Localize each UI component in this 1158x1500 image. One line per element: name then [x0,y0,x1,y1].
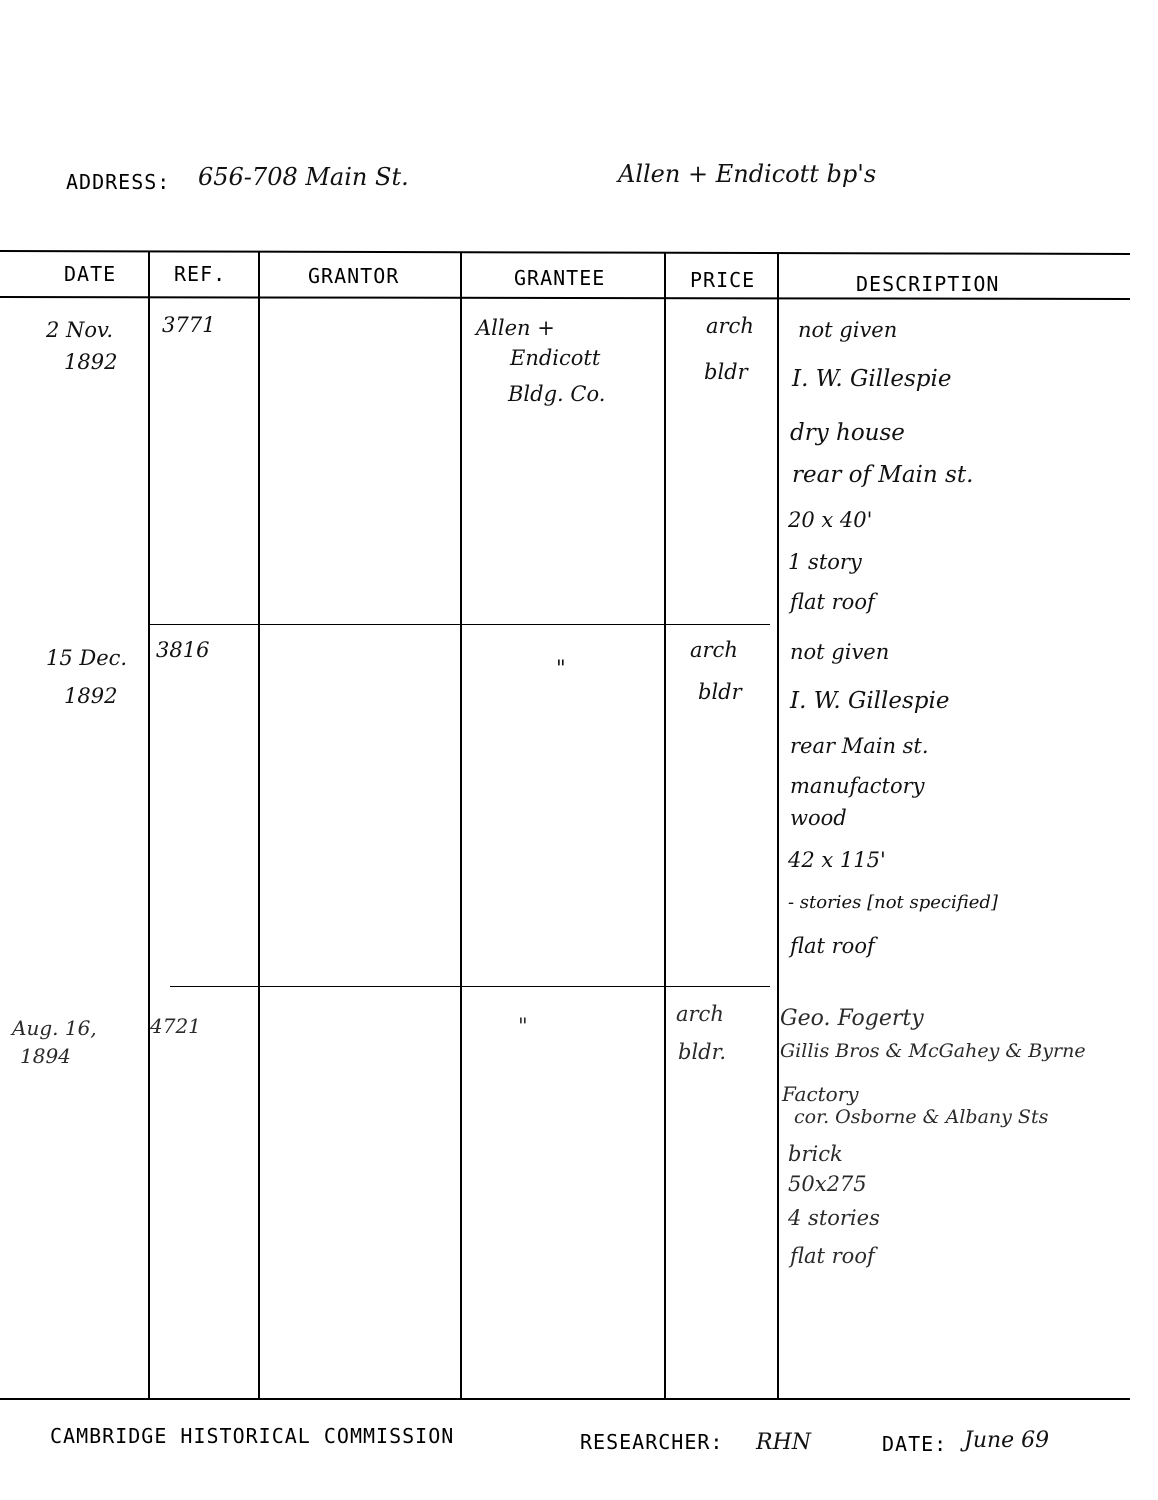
column-header-ref: REF. [174,262,227,286]
row1-date-line2: 1892 [64,350,118,374]
footer-researcher-value: RHN [756,1430,811,1455]
row3-description-6: 50x275 [788,1172,867,1196]
footer-date-value: June 69 [964,1428,1050,1453]
row2-description-8: flat roof [790,934,875,958]
row1-description-5: 20 x 40' [788,508,873,532]
column-header-date: DATE [64,262,117,286]
row3-description-5: brick [788,1142,843,1166]
column-header-grantor: GRANTOR [308,264,400,288]
row3-description-1: Geo. Fogerty [780,1006,924,1031]
footer-researcher-label: RESEARCHER: [580,1430,724,1454]
row3-price-line1: arch [676,1002,724,1026]
address-label: ADDRESS: [66,170,171,194]
row1-description-7: flat roof [790,590,875,614]
table-bottom-border [0,1398,1130,1400]
row3-description-3: Factory [782,1082,859,1106]
row3-date-line1: Aug. 16, [12,1016,97,1040]
row1-date-line1: 2 Nov. [46,318,114,342]
row3-date-line2: 1894 [20,1044,71,1068]
row2-grantee: " [556,656,566,680]
footer-date-label: DATE: [882,1432,948,1456]
row2-date-line1: 15 Dec. [46,646,128,670]
col-divider-1 [148,252,150,1398]
table-top-border [0,250,1130,255]
row2-date-line2: 1892 [64,684,118,708]
header-bottom-border [0,296,1130,300]
row1-price-line1: arch [706,314,754,338]
row2-description-2: I. W. Gillespie [790,688,950,714]
row2-description-6: 42 x 115' [788,848,886,872]
row2-description-3: rear Main st. [790,734,929,758]
row2-price-line1: arch [690,638,738,662]
row3-price-line2: bldr. [678,1040,727,1064]
row2-description-5: wood [790,806,847,830]
row1-description-1: not given [798,318,898,342]
footer-organization: CAMBRIDGE HISTORICAL COMMISSION [50,1424,455,1448]
row1-description-6: 1 story [788,550,862,574]
row3-description-8: flat roof [790,1244,875,1268]
address-value: 656-708 Main St. [198,163,409,191]
row2-ref: 3816 [156,638,210,662]
col-divider-3 [460,252,462,1398]
column-header-grantee: GRANTEE [514,266,606,290]
row3-description-7: 4 stories [788,1206,880,1230]
row1-description-4: rear of Main st. [792,462,974,488]
row1-ref: 3771 [162,313,216,337]
row1-grantee-line1: Allen + [476,316,555,340]
col-divider-2 [258,252,260,1398]
column-header-description: DESCRIPTION [856,272,1000,296]
row2-divider [170,986,770,987]
row2-description-1: not given [790,640,890,664]
row1-grantee-line3: Bldg. Co. [508,382,606,406]
column-header-price: PRICE [690,268,756,292]
row3-description-4: cor. Osborne & Albany Sts [794,1106,1049,1128]
row1-grantee-line2: Endicott [510,346,601,370]
row1-description-2: I. W. Gillespie [792,366,952,392]
row2-description-4: manufactory [790,774,925,798]
col-divider-4 [664,252,666,1398]
row1-description-3: dry house [790,420,905,446]
row3-description-2: Gillis Bros & McGahey & Byrne [780,1040,1086,1062]
row2-description-7: - stories [not specified] [788,892,998,913]
col-divider-5 [777,252,779,1398]
header-note: Allen + Endicott bp's [618,160,877,188]
row3-grantee: " [518,1014,528,1038]
row3-ref: 4721 [150,1014,201,1038]
row2-price-line2: bldr [698,680,742,704]
row1-price-line2: bldr [704,360,748,384]
watermark-bleed: ​ [15,1060,25,1188]
